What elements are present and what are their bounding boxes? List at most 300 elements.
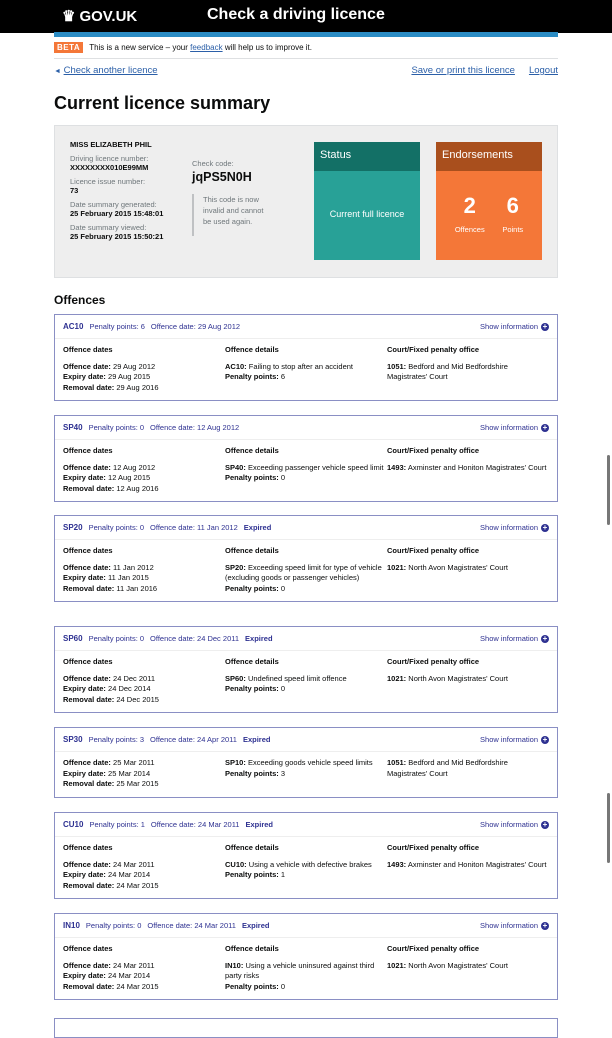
label: 1493: — [387, 859, 407, 869]
value: 1 — [280, 870, 286, 879]
offence-date — [151, 322, 240, 331]
offence-details — [55, 540, 557, 601]
value: 24 Mar 2011 — [197, 820, 240, 829]
offence-header[interactable] — [55, 416, 557, 440]
penalty-points — [89, 523, 144, 532]
value: Exceeding speed limit for type of vehicle (excluding goods or passenger vehicles) — [225, 562, 382, 582]
value: Failing to stop after an accident — [248, 361, 354, 371]
offence-details-column — [225, 657, 387, 705]
beta-banner — [54, 41, 558, 53]
label: 1493: — [387, 462, 407, 472]
court-column — [387, 758, 549, 790]
label: Offence date: — [63, 758, 111, 767]
label: Penalty points: — [225, 473, 279, 482]
value: 24 Mar 2011 — [113, 960, 155, 970]
offence-code: SP60 — [63, 634, 83, 643]
expired-badge: Expired — [243, 523, 272, 532]
offence-description — [225, 674, 387, 685]
offence-details — [55, 651, 557, 712]
offence-card — [54, 415, 558, 502]
offence-date — [150, 735, 237, 744]
offences-heading: Offences — [54, 293, 106, 307]
offence-dates-column — [63, 446, 225, 494]
offence-dates-column — [63, 944, 225, 992]
penalty-points-line — [225, 684, 387, 695]
value: Using a vehicle uninsured against third party risks — [225, 960, 375, 980]
penalty-points — [89, 322, 144, 331]
label: Removal date: — [63, 880, 115, 890]
value: 25 Mar 2011 — [113, 758, 155, 767]
expiry-date-line — [63, 769, 225, 780]
penalty-points-line — [225, 584, 387, 595]
value: 24 Apr 2011 — [197, 735, 237, 744]
offence-card — [54, 626, 558, 713]
column-heading: Offence details — [225, 657, 279, 666]
value: 24 Dec 2011 — [197, 634, 240, 643]
beta-text: This is a new service – your feedback will help us to improve it. — [89, 42, 312, 52]
offences-count: 2 Offences — [454, 193, 485, 234]
plus-circle-icon: + — [542, 321, 548, 331]
column-heading: Court/Fixed penalty office — [387, 546, 480, 555]
value: Exceeding passenger vehicle speed limit — [247, 462, 384, 472]
points-count: 6 Points — [502, 193, 524, 234]
court-name — [387, 860, 549, 871]
offence-details-column — [225, 546, 387, 594]
value: Undefined speed limit offence — [247, 673, 347, 683]
value: 24 Mar 2011 — [194, 921, 236, 930]
value: 24 Dec 2011 — [113, 673, 156, 683]
expired-badge: Expired — [245, 820, 273, 829]
offence-date — [150, 423, 239, 432]
check-code: jqPS5N0H — [192, 170, 252, 184]
penalty-points-line — [225, 372, 387, 383]
label: Expiry date: — [63, 473, 106, 482]
label: Expiry date: — [63, 768, 106, 778]
offence-card — [54, 727, 558, 798]
value: 25 Mar 2015 — [116, 779, 159, 788]
save-print-link[interactable]: Save or print this licence — [411, 65, 515, 76]
offence-date — [147, 921, 236, 930]
value: 0 — [139, 523, 145, 532]
value: North Avon Magistrates' Court — [408, 960, 508, 970]
feedback-link[interactable]: feedback — [190, 42, 223, 52]
label: Removal date: — [63, 382, 115, 392]
offence-description — [225, 961, 387, 982]
endorsements-title: Endorsements — [436, 142, 542, 171]
expiry-date-line — [63, 870, 225, 881]
show-label: Show information — [480, 423, 538, 432]
column-heading: Court/Fixed penalty office — [387, 446, 480, 455]
offence-header[interactable] — [55, 516, 557, 540]
expiry-date-line — [63, 684, 225, 695]
value: 25 Mar 2014 — [108, 768, 151, 778]
label: Removal date: — [63, 694, 115, 704]
label: Expiry date: — [63, 573, 106, 582]
label: 1051: — [387, 361, 407, 371]
check-code-note: This code is now invalid and cannot be used again. — [192, 194, 272, 236]
offence-date-line — [63, 758, 225, 769]
label: Penalty points: — [88, 423, 138, 432]
show-label: Show information — [480, 921, 538, 930]
offence-details-column — [225, 345, 387, 393]
back-arrow-icon: ◄ — [54, 68, 61, 75]
check-code-label: Check code: — [192, 159, 234, 168]
label: Offence date: — [150, 523, 195, 532]
value: 24 Dec 2015 — [116, 694, 159, 704]
value: 3 — [139, 735, 145, 744]
court-name — [387, 362, 549, 383]
label: Removal date: — [63, 779, 115, 788]
value: 0 — [137, 921, 142, 930]
show-label: Show information — [480, 523, 538, 532]
site-header — [0, 0, 612, 33]
show-label: Show information — [480, 820, 538, 829]
expired-badge: Expired — [241, 921, 270, 930]
crown-icon: ♛ — [62, 8, 76, 25]
label: Penalty points: — [225, 583, 279, 593]
offence-header[interactable] — [55, 315, 557, 339]
removal-date-line — [63, 881, 225, 892]
offence-date — [150, 523, 238, 532]
logout-link[interactable]: Logout — [528, 65, 558, 76]
endorsements-panel — [436, 142, 542, 260]
removal-date-line — [63, 779, 225, 790]
offence-details-column — [225, 944, 387, 992]
offence-code: IN10 — [63, 921, 80, 930]
label: Penalty points: — [85, 921, 136, 930]
value: 12 Aug 2015 — [108, 473, 151, 482]
label: Offence date: — [150, 322, 196, 331]
removal-date-line — [63, 584, 225, 595]
column-heading: Offence details — [225, 843, 279, 852]
court-column — [387, 657, 549, 705]
removal-date-line — [63, 695, 225, 706]
expiry-date-line — [63, 971, 225, 982]
column-heading: Offence dates — [63, 345, 113, 354]
value: 24 Mar 2011 — [113, 859, 155, 869]
penalty-points-line — [225, 982, 387, 993]
value: 24 Mar 2015 — [116, 880, 159, 890]
offence-description — [225, 362, 387, 373]
value: 12 Aug 2012 — [197, 423, 240, 432]
show-label: Show information — [480, 634, 538, 643]
expiry-date-line — [63, 473, 225, 484]
value: 0 — [139, 423, 145, 432]
value: Bedford and Mid Bedfordshire Magistrates' Court — [387, 361, 508, 381]
value: 29 Aug 2016 — [116, 382, 159, 392]
expired-badge: Expired — [245, 634, 273, 643]
offence-card — [54, 515, 558, 602]
offence-description — [225, 563, 387, 584]
offence-description — [225, 463, 387, 474]
plus-circle-icon: + — [542, 734, 548, 744]
label: Offence date: — [150, 634, 195, 643]
offence-details-column — [225, 843, 387, 891]
status-title: Status — [314, 142, 420, 171]
label: Penalty points: — [89, 820, 139, 829]
penalty-points — [89, 820, 144, 829]
field-label: Driving licence number: — [70, 153, 149, 163]
offence-header[interactable] — [55, 627, 557, 651]
offence-dates-column — [63, 546, 225, 594]
offence-date — [151, 820, 240, 829]
show-information-button[interactable] — [480, 735, 549, 744]
value: 0 — [280, 981, 286, 991]
column-heading: Offence dates — [63, 843, 113, 852]
label: Removal date: — [63, 583, 115, 593]
show-information-button[interactable] — [480, 423, 549, 432]
offence-dates-column — [63, 843, 225, 891]
label: Offence date: — [150, 820, 196, 829]
label: Penalty points: — [89, 322, 139, 331]
penalty-points — [89, 423, 144, 432]
value: 0 — [139, 634, 145, 643]
removal-date-line — [63, 484, 225, 495]
value: 11 Jan 2015 — [108, 573, 149, 582]
driver-name: MISS ELIZABETH PHIL — [70, 140, 152, 149]
offence-date-line — [63, 563, 225, 574]
court-name — [387, 961, 549, 972]
show-information-button[interactable] — [480, 523, 549, 532]
court-name — [387, 563, 549, 574]
label: Expiry date: — [63, 684, 106, 693]
offence-code: CU10 — [63, 820, 84, 829]
court-column — [387, 546, 549, 594]
value: 3 — [280, 768, 286, 778]
offence-card — [54, 314, 558, 401]
label: SP40: — [225, 462, 246, 472]
value: Axminster and Honiton Magistrates' Court — [407, 859, 547, 869]
court-name — [387, 463, 549, 474]
value: 1 — [140, 820, 145, 829]
label: SP20: — [225, 562, 246, 572]
penalty-points-line — [225, 769, 387, 780]
offence-details-column — [225, 446, 387, 494]
label: Penalty points: — [225, 372, 279, 381]
offence-dates-column — [63, 345, 225, 393]
column-heading: Offence details — [225, 546, 279, 555]
value: 12 Aug 2016 — [116, 483, 159, 493]
value: 12 Aug 2012 — [113, 462, 156, 472]
page-nav — [54, 65, 558, 76]
offence-details-column — [225, 758, 387, 790]
label: Expiry date: — [63, 870, 106, 879]
offence-date-line — [63, 961, 225, 972]
scrollbar-thumb[interactable] — [607, 793, 610, 863]
licence-summary — [54, 125, 558, 278]
offence-header[interactable] — [55, 813, 557, 837]
value: 24 Mar 2015 — [116, 981, 159, 991]
label: SP10: — [225, 758, 246, 767]
court-column — [387, 944, 549, 992]
label: Expiry date: — [63, 372, 106, 381]
value: 11 Jan 2016 — [116, 583, 158, 593]
offence-details — [55, 752, 557, 797]
penalty-points — [86, 921, 141, 930]
plus-circle-icon: + — [542, 522, 548, 532]
offence-date-line — [63, 463, 225, 474]
field-label: Date summary generated: — [70, 199, 157, 209]
offence-code: SP30 — [63, 735, 83, 744]
beta-tag: BETA — [54, 42, 83, 53]
penalty-points — [89, 634, 144, 643]
personal-info — [70, 141, 163, 241]
column-heading: Offence details — [225, 446, 279, 455]
label: Penalty points: — [88, 735, 138, 744]
label: Expiry date: — [63, 971, 106, 980]
penalty-points-line — [225, 870, 387, 881]
label: Offence date: — [63, 673, 111, 683]
value: North Avon Magistrates' Court — [408, 673, 508, 683]
offence-card — [54, 812, 558, 899]
show-information-button[interactable] — [480, 921, 549, 930]
status-panel — [314, 142, 420, 260]
offence-dates-column — [63, 657, 225, 705]
label: 1021: — [387, 562, 407, 572]
label: Penalty points: — [225, 870, 279, 879]
value: 29 Aug 2015 — [108, 372, 151, 381]
field-label: Date summary viewed: — [70, 222, 147, 232]
offence-date-line — [63, 362, 225, 373]
offence-code: SP20 — [63, 523, 83, 532]
offence-card-partial[interactable] — [54, 1018, 558, 1038]
plus-circle-icon: + — [542, 633, 548, 643]
offence-card — [54, 913, 558, 1000]
value: Bedford and Mid Bedfordshire Magistrates' Court — [387, 758, 508, 778]
label: Offence date: — [63, 960, 111, 970]
value: 6 — [140, 322, 145, 331]
field-value: 73 — [70, 186, 79, 195]
offence-header[interactable] — [55, 728, 557, 752]
offence-details — [55, 440, 557, 501]
offence-details — [55, 837, 557, 898]
govuk-logo[interactable]: ♛ GOV.UK — [62, 7, 138, 25]
column-heading: Court/Fixed penalty office — [387, 345, 480, 354]
column-heading: Offence details — [225, 345, 279, 354]
value: 11 Jan 2012 — [197, 523, 238, 532]
offence-date-line — [63, 860, 225, 871]
penalty-points — [89, 735, 144, 744]
label: CU10: — [225, 859, 247, 869]
field-value: 25 February 2015 15:50:21 — [70, 232, 164, 241]
label: Offence date: — [147, 921, 193, 930]
field-value: 25 February 2015 15:48:01 — [70, 209, 164, 218]
field-label: Licence issue number: — [70, 176, 146, 186]
column-heading: Offence dates — [63, 944, 113, 953]
label: Offence date: — [63, 462, 111, 472]
column-heading: Court/Fixed penalty office — [387, 657, 480, 666]
plus-circle-icon: + — [542, 819, 548, 829]
label: Penalty points: — [225, 684, 279, 693]
value: 29 Aug 2012 — [197, 322, 241, 331]
value: 6 — [280, 372, 286, 381]
value: 24 Mar 2014 — [108, 870, 151, 879]
value: 24 Dec 2014 — [108, 684, 151, 693]
value: Using a vehicle with defective brakes — [248, 859, 372, 869]
show-information-button[interactable] — [480, 322, 549, 331]
show-information-button[interactable] — [480, 820, 549, 829]
header-bar — [54, 32, 558, 37]
label: Offence date: — [63, 361, 111, 371]
value: 0 — [280, 473, 286, 482]
value: Exceeding goods vehicle speed limits — [247, 758, 373, 767]
court-column — [387, 345, 549, 393]
value: North Avon Magistrates' Court — [408, 562, 508, 572]
show-information-button[interactable] — [480, 634, 549, 643]
label: Penalty points: — [225, 981, 279, 991]
value: 24 Mar 2014 — [108, 971, 151, 980]
status-value: Current full licence — [329, 209, 405, 219]
show-label: Show information — [480, 735, 538, 744]
service-name[interactable]: Check a driving licence — [207, 6, 385, 23]
label: SP60: — [225, 673, 246, 683]
label: 1051: — [387, 758, 407, 767]
offence-details — [55, 938, 557, 999]
value: 0 — [280, 583, 286, 593]
label: Offence date: — [63, 562, 111, 572]
court-name — [387, 674, 549, 685]
expiry-date-line — [63, 573, 225, 584]
divider — [54, 58, 558, 59]
label: Removal date: — [63, 981, 115, 991]
label: Penalty points: — [88, 523, 138, 532]
value: 0 — [280, 684, 286, 693]
column-heading: Court/Fixed penalty office — [387, 843, 480, 852]
court-column — [387, 843, 549, 891]
plus-circle-icon: + — [542, 422, 548, 432]
column-heading: Offence details — [225, 944, 279, 953]
offence-description — [225, 860, 387, 871]
label: 1021: — [387, 673, 407, 683]
offence-description — [225, 758, 387, 769]
offence-date — [150, 634, 239, 643]
court-column — [387, 446, 549, 494]
label: Penalty points: — [225, 768, 279, 778]
value: 11 Jan 2012 — [113, 562, 154, 572]
scrollbar-thumb[interactable] — [607, 455, 610, 525]
court-name — [387, 758, 549, 779]
label: AC10: — [225, 361, 247, 371]
check-another-licence-link[interactable]: Check another licence — [63, 65, 158, 76]
label: Offence date: — [63, 859, 111, 869]
label: IN10: — [225, 960, 244, 970]
removal-date-line — [63, 383, 225, 394]
offence-dates-column — [63, 758, 225, 790]
column-heading: Court/Fixed penalty office — [387, 944, 480, 953]
field-value: XXXXXXXX010E99MM — [70, 163, 149, 172]
expiry-date-line — [63, 372, 225, 383]
column-heading: Offence dates — [63, 446, 113, 455]
value: Axminster and Honiton Magistrates' Court — [407, 462, 547, 472]
label: Offence date: — [150, 735, 195, 744]
value: 29 Aug 2012 — [113, 361, 156, 371]
removal-date-line — [63, 982, 225, 993]
column-heading: Offence dates — [63, 546, 113, 555]
offence-header[interactable] — [55, 914, 557, 938]
offence-details — [55, 339, 557, 400]
page-title: Current licence summary — [54, 93, 271, 113]
label: 1021: — [387, 960, 407, 970]
offence-date-line — [63, 674, 225, 685]
penalty-points-line — [225, 473, 387, 484]
offence-code: SP40 — [63, 423, 83, 432]
label: Removal date: — [63, 483, 115, 493]
show-label: Show information — [480, 322, 538, 331]
column-heading: Offence dates — [63, 657, 113, 666]
plus-circle-icon: + — [542, 920, 548, 930]
offence-code: AC10 — [63, 322, 84, 331]
label: Offence date: — [150, 423, 195, 432]
